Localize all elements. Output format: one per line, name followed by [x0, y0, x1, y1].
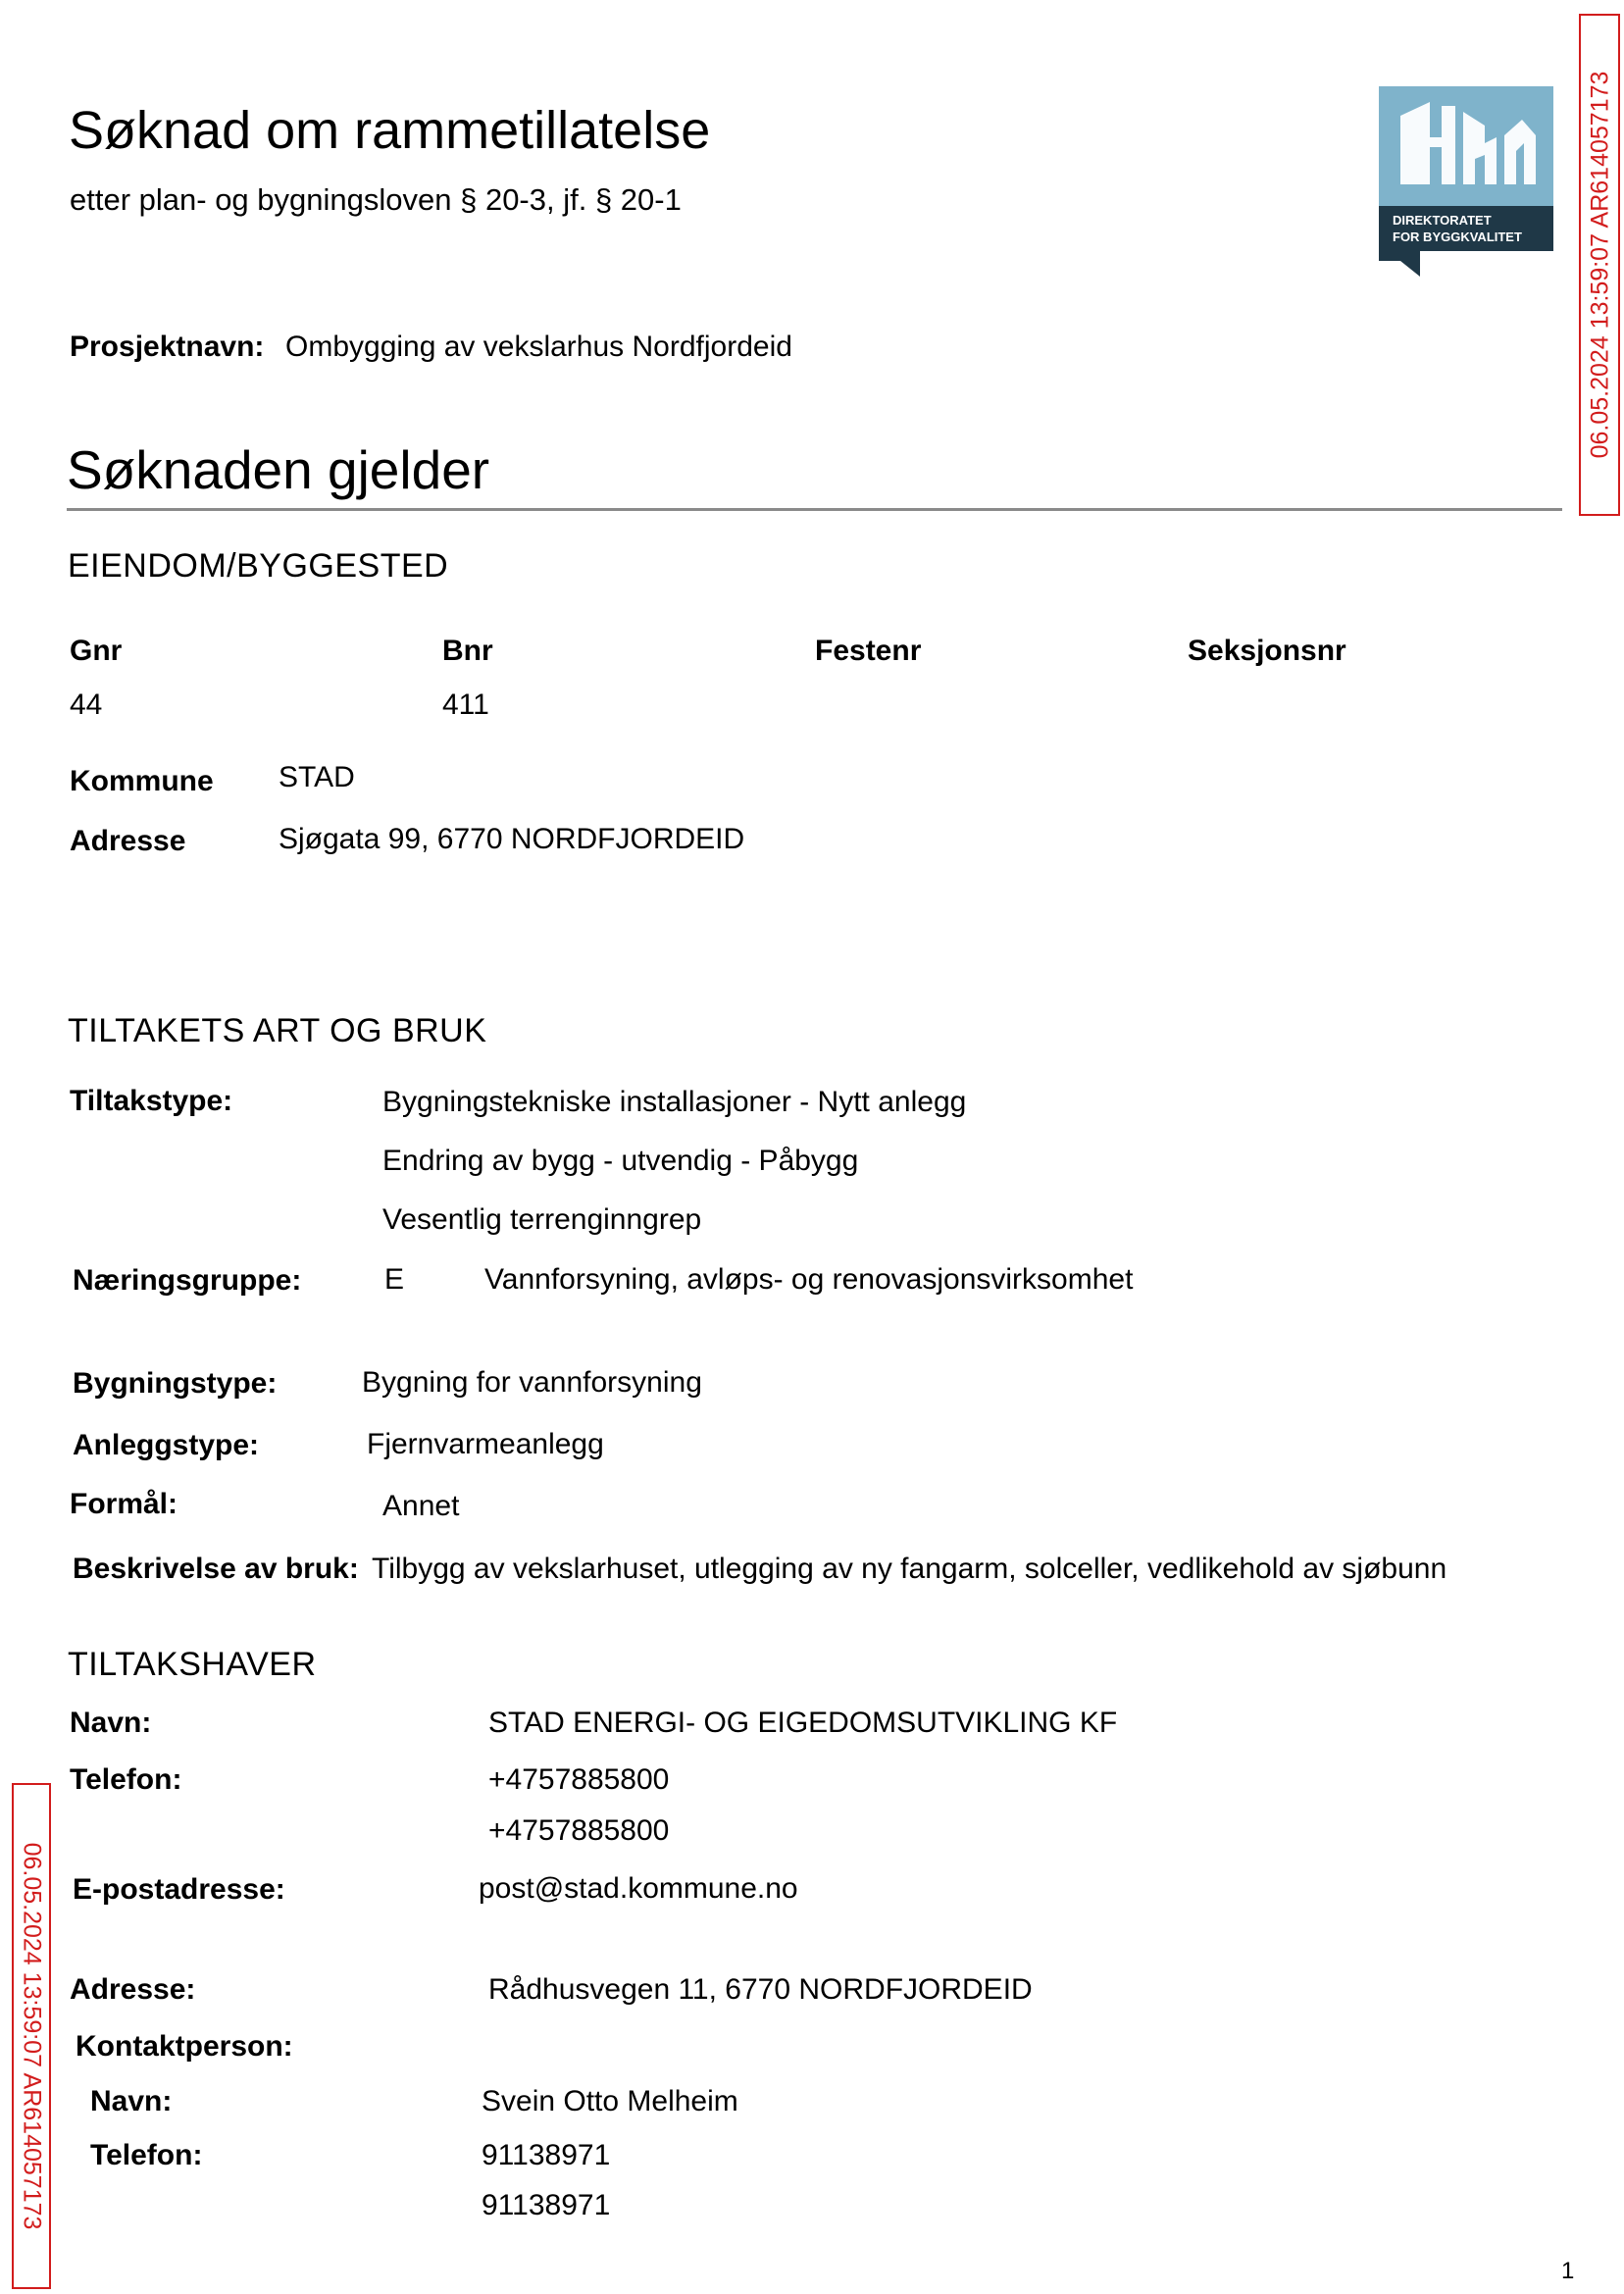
contact-phone-value: 91138971: [482, 2189, 611, 2221]
bygningstype-value: Bygning for vannforsyning: [362, 1366, 702, 1399]
applicant-heading: TILTAKSHAVER: [68, 1646, 317, 1683]
bygningstype-label: Bygningstype:: [73, 1367, 278, 1400]
document-subtitle: etter plan- og bygningsloven § 20-3, jf. § 20-1: [70, 182, 682, 217]
tiltakstype-item: Vesentlig terrenginngrep: [382, 1203, 702, 1236]
naeringsgruppe-label: Næringsgruppe:: [73, 1264, 302, 1297]
contact-name-value: Svein Otto Melheim: [482, 2085, 738, 2117]
formal-value: Annet: [382, 1490, 460, 1522]
beskrivelse-value: Tilbygg av vekslarhuset, utlegging av ny fangarm, solceller, vedlikehold av sjøbunn: [372, 1553, 1447, 1585]
logo-text-line2: FOR BYGGKVALITET: [1393, 229, 1522, 244]
contact-phone-value: 91138971: [482, 2139, 611, 2171]
project-name-label: Prosjektnavn:: [70, 331, 265, 363]
adresse-label: Adresse: [70, 825, 186, 857]
kommune-label: Kommune: [70, 765, 214, 797]
stamp-text: 06.05.2024 13:59:07 AR614057173: [18, 1842, 45, 2230]
gnr-label: Gnr: [70, 635, 123, 667]
logo-text-line1: DIREKTORATET: [1393, 213, 1492, 228]
applicant-email-label: E-postadresse:: [73, 1873, 285, 1906]
applicant-email-value: post@stad.kommune.no: [479, 1872, 798, 1905]
project-name-value: Ombygging av vekslarhus Nordfjordeid: [285, 331, 792, 363]
bnr-value: 411: [442, 688, 489, 721]
measure-heading: TILTAKETS ART OG BRUK: [68, 1012, 487, 1049]
page-number: 1: [1561, 2258, 1575, 2284]
section-divider: [67, 508, 1562, 511]
tiltakstype-item: Bygningstekniske installasjoner - Nytt anlegg: [382, 1086, 967, 1118]
contact-person-label: Kontaktperson:: [76, 2030, 293, 2063]
anleggstype-value: Fjernvarmeanlegg: [367, 1428, 604, 1460]
applicant-address-label: Adresse:: [70, 1973, 196, 2006]
applicant-phone-value: +4757885800: [488, 1814, 670, 1847]
adresse-value: Sjøgata 99, 6770 NORDFJORDEID: [279, 823, 745, 855]
naeringsgruppe-value: Vannforsyning, avløps- og renovasjonsvirksomhet: [484, 1263, 1134, 1296]
festenr-label: Festenr: [815, 635, 922, 667]
contact-phone-label: Telefon:: [90, 2139, 203, 2171]
gnr-value: 44: [70, 688, 103, 721]
document-title: Søknad om rammetillatelse: [69, 101, 711, 160]
tiltakstype-label: Tiltakstype:: [70, 1085, 233, 1117]
dibk-logo-icon: [1379, 86, 1553, 277]
beskrivelse-label: Beskrivelse av bruk:: [73, 1553, 359, 1585]
dibk-logo: [1379, 86, 1553, 277]
applicant-phone-value: +4757885800: [488, 1763, 670, 1796]
timestamp-stamp-left: [12, 1783, 51, 2289]
formal-label: Formål:: [70, 1488, 178, 1520]
naeringsgruppe-code: E: [384, 1263, 405, 1296]
applicant-phone-label: Telefon:: [70, 1763, 182, 1796]
property-heading: EIENDOM/BYGGESTED: [68, 547, 449, 585]
applicant-address-value: Rådhusvegen 11, 6770 NORDFJORDEID: [488, 1973, 1033, 2006]
applicant-name-value: STAD ENERGI- OG EIGEDOMSUTVIKLING KF: [488, 1707, 1118, 1739]
section-title: Søknaden gjelder: [67, 439, 490, 500]
anleggstype-label: Anleggstype:: [73, 1429, 260, 1461]
kommune-value: STAD: [279, 761, 355, 793]
tiltakstype-item: Endring av bygg - utvendig - Påbygg: [382, 1145, 859, 1177]
stamp-text: 06.05.2024 13:59:07 AR614057173: [1586, 71, 1613, 459]
seksjonsnr-label: Seksjonsnr: [1188, 635, 1346, 667]
applicant-name-label: Navn:: [70, 1707, 152, 1739]
contact-name-label: Navn:: [90, 2085, 173, 2117]
bnr-label: Bnr: [442, 635, 493, 667]
timestamp-stamp-top: [1579, 14, 1620, 516]
